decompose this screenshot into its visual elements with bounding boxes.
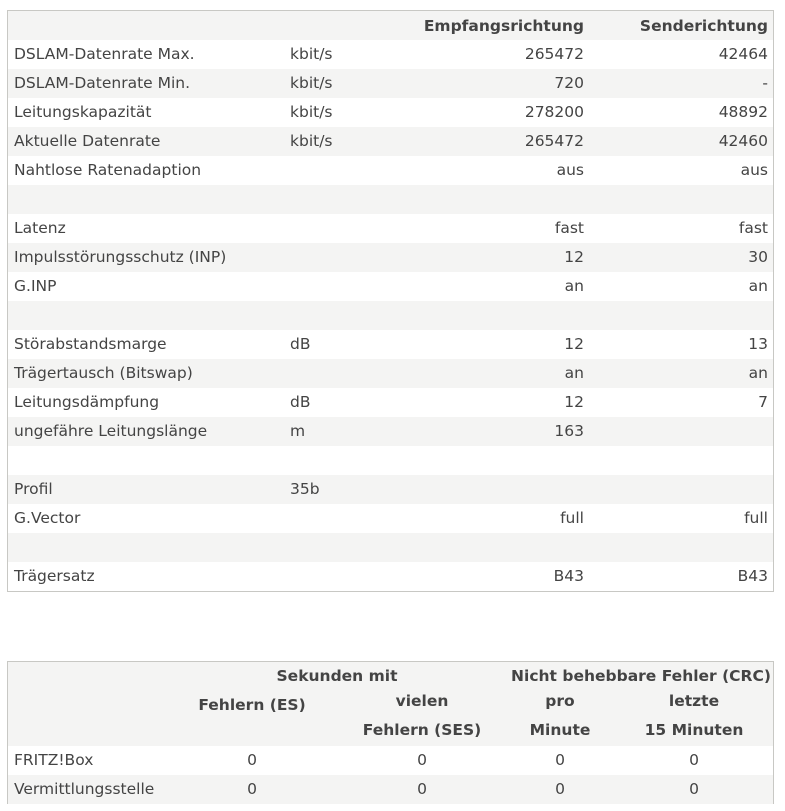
table-row — [8, 156, 773, 185]
row-unit: kbit/s — [290, 103, 333, 121]
upstream-value: 13 — [748, 335, 768, 353]
row-unit: 35b — [290, 480, 320, 498]
dsl-line-info-table — [7, 10, 774, 592]
table-row — [8, 504, 773, 533]
header-seconds-with: Sekunden mit — [276, 667, 398, 685]
upstream-value: 30 — [748, 248, 768, 266]
row-label: Profil — [14, 480, 53, 498]
downstream-value: 265472 — [524, 132, 584, 150]
table-header-row — [8, 11, 773, 40]
upstream-value: full — [744, 509, 768, 527]
crc-last15-value: 0 — [689, 751, 699, 769]
row-label: Trägersatz — [14, 567, 95, 585]
table-row — [8, 388, 773, 417]
upstream-value: an — [748, 364, 768, 382]
table-row — [8, 40, 773, 69]
downstream-value: 265472 — [524, 45, 584, 63]
table-row — [8, 243, 773, 272]
table-row — [8, 475, 773, 504]
row-label: Impulsstörungsschutz (INP) — [14, 248, 227, 266]
es-value: 0 — [247, 751, 257, 769]
es-value: 0 — [247, 780, 257, 798]
row-label: DSLAM-Datenrate Max. — [14, 45, 195, 63]
upstream-value: fast — [738, 219, 768, 237]
upstream-value: 48892 — [718, 103, 768, 121]
table-row — [8, 775, 773, 804]
table-row — [8, 359, 773, 388]
row-unit: dB — [290, 335, 311, 353]
row-label: Vermittlungsstelle — [14, 780, 155, 798]
row-unit: kbit/s — [290, 132, 333, 150]
upstream-value: 7 — [758, 393, 768, 411]
row-label: G.Vector — [14, 509, 81, 527]
header-ses-line1: vielen — [395, 692, 449, 710]
row-label: Leitungskapazität — [14, 103, 152, 121]
row-unit: dB — [290, 393, 311, 411]
downstream-value: full — [560, 509, 584, 527]
crc-per-minute-value: 0 — [555, 751, 565, 769]
downstream-value: 12 — [564, 248, 584, 266]
downstream-value: fast — [554, 219, 584, 237]
upstream-value: 42464 — [718, 45, 768, 63]
row-label: DSLAM-Datenrate Min. — [14, 74, 191, 92]
table-row — [8, 214, 773, 243]
header-per-minute-line1: pro — [545, 692, 575, 710]
table-row-spacer — [8, 533, 773, 562]
ses-value: 0 — [417, 780, 427, 798]
upstream-value: 42460 — [718, 132, 768, 150]
table-row — [8, 98, 773, 127]
error-table-header — [8, 662, 773, 746]
downstream-value: an — [564, 364, 584, 382]
upstream-value: B43 — [737, 567, 768, 585]
header-last15-line1: letzte — [668, 692, 720, 710]
header-ses-line2: Fehlern (SES) — [362, 721, 482, 739]
table-row — [8, 746, 773, 775]
table-row — [8, 127, 773, 156]
ses-value: 0 — [417, 751, 427, 769]
table-row-spacer — [8, 446, 773, 475]
upstream-value: an — [748, 277, 768, 295]
table-row — [8, 330, 773, 359]
error-statistics-table — [7, 661, 774, 804]
header-crc: Nicht behebbare Fehler (CRC) — [511, 667, 771, 685]
row-label: Trägertausch (Bitswap) — [14, 364, 193, 382]
downstream-value: 12 — [564, 393, 584, 411]
row-label: Latenz — [14, 219, 66, 237]
row-label: ungefähre Leitungslänge — [14, 422, 208, 440]
header-downstream: Empfangsrichtung — [423, 17, 584, 35]
row-label: G.INP — [14, 277, 57, 295]
table-row-spacer — [8, 301, 773, 330]
crc-last15-value: 0 — [689, 780, 699, 798]
downstream-value: aus — [556, 161, 584, 179]
table-row — [8, 272, 773, 301]
row-label: FRITZ!Box — [14, 751, 94, 769]
table-row — [8, 69, 773, 98]
row-label: Störabstandsmarge — [14, 335, 167, 353]
upstream-value: - — [762, 74, 768, 92]
row-label: Nahtlose Ratenadaption — [14, 161, 202, 179]
downstream-value: 278200 — [524, 103, 584, 121]
table-row-spacer — [8, 185, 773, 214]
downstream-value: 12 — [564, 335, 584, 353]
row-label: Aktuelle Datenrate — [14, 132, 161, 150]
downstream-value: 163 — [554, 422, 584, 440]
row-unit: kbit/s — [290, 74, 333, 92]
upstream-value: aus — [740, 161, 768, 179]
table-row — [8, 562, 773, 591]
downstream-value: an — [564, 277, 584, 295]
row-label: Leitungsdämpfung — [14, 393, 160, 411]
table-row — [8, 417, 773, 446]
crc-per-minute-value: 0 — [555, 780, 565, 798]
downstream-value: 720 — [554, 74, 584, 92]
row-unit: m — [290, 422, 306, 440]
header-per-minute-line2: Minute — [529, 721, 591, 739]
header-last15-line2: 15 Minuten — [644, 721, 744, 739]
header-es: Fehlern (ES) — [198, 696, 306, 714]
header-upstream: Senderichtung — [639, 17, 768, 35]
downstream-value: B43 — [553, 567, 584, 585]
row-unit: kbit/s — [290, 45, 333, 63]
